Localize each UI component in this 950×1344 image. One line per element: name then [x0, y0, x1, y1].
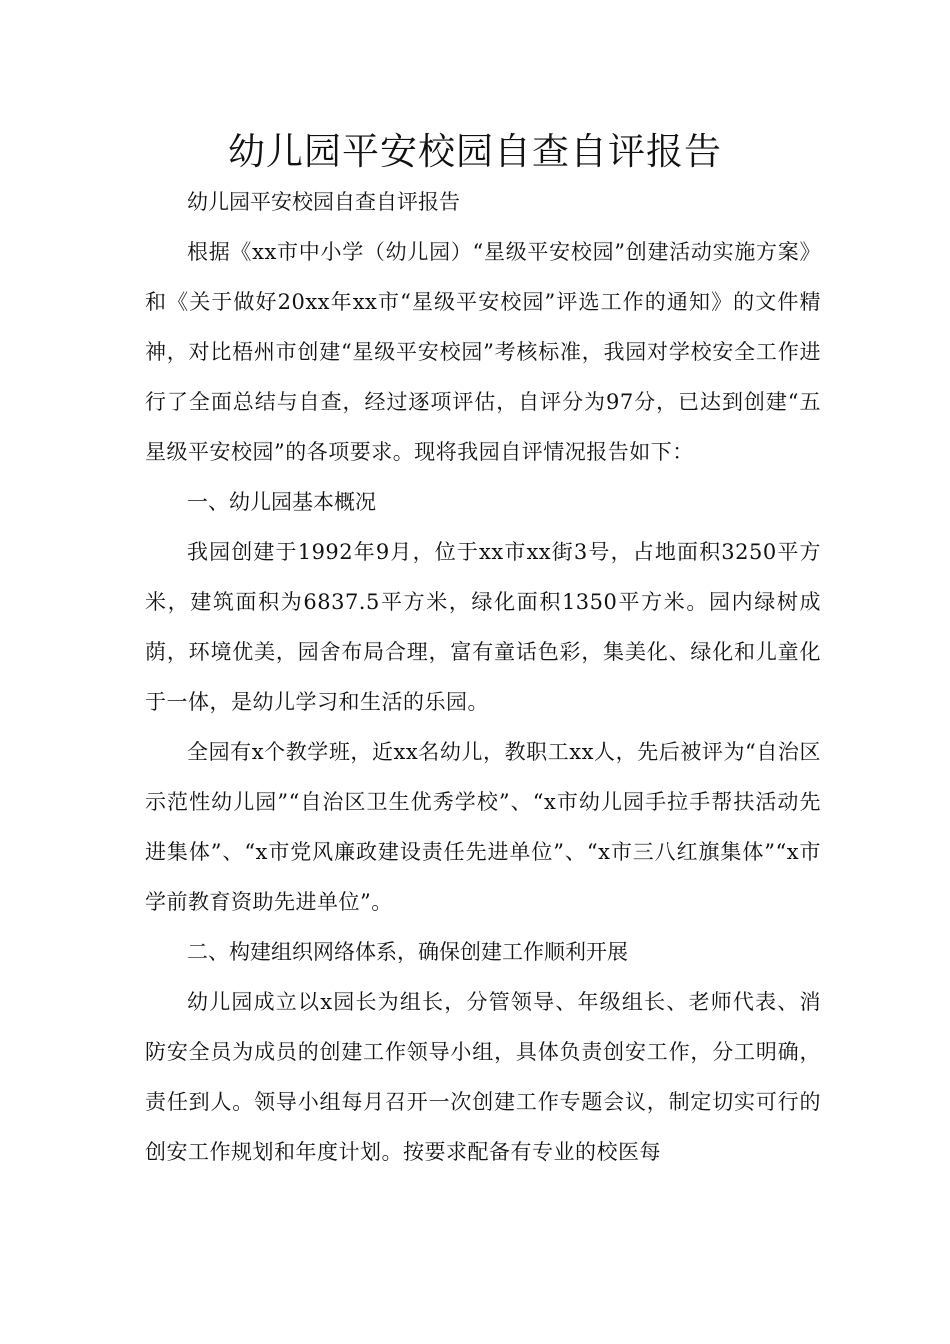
document-subtitle: 幼儿园平安校园自查自评报告 — [187, 190, 460, 214]
section-2-heading: 二、构建组织网络体系，确保创建工作顺利开展 — [187, 940, 628, 964]
document-body — [145, 177, 821, 1177]
section-1-paragraph-2: 全园有x个教学班，近xx名幼儿，教职工xx人，先后被评为“自治区示范性幼儿园”“自治区卫生优秀学校”、“x市幼儿园手拉手帮扶活动先进集体”、“x市党风廉政建设责任先进单位”、“x市三八红旗集体”“x市学前教育资助先进单位”。 — [145, 740, 821, 914]
intro-paragraph: 根据《xx市中小学（幼儿园）“星级平安校园”创建活动实施方案》和《关于做好20xx年xx市“星级平安校园”评选工作的通知》的文件精神，对比梧州市创建“星级平安校园”考核标准，我园对学校安全工作进行了全面总结与自查，经过逐项评估，自评分为97分，已达到创建“五星级平安校园”的各项要求。现将我园自评情况报告如下： — [145, 240, 821, 464]
section-1-paragraph-1: 我园创建于1992年9月，位于xx市xx街3号，占地面积3250平方米，建筑面积为6837.5平方米，绿化面积1350平方米。园内绿树成荫，环境优美，园舍布局合理，富有童话色彩，集美化、绿化和儿童化于一体，是幼儿学习和生活的乐园。 — [145, 540, 821, 714]
document-title: 幼儿园平安校园自查自评报告 — [228, 130, 722, 173]
section-2-paragraph-1: 幼儿园成立以x园长为组长，分管领导、年级组长、老师代表、消防安全员为成员的创建工作领导小组，具体负责创安工作，分工明确，责任到人。领导小组每月召开一次创建工作专题会议，制定切实可行的创安工作规划和年度计划。按要求配备有专业的校医每 — [145, 990, 821, 1164]
section-1-heading: 一、幼儿园基本概况 — [187, 490, 376, 514]
